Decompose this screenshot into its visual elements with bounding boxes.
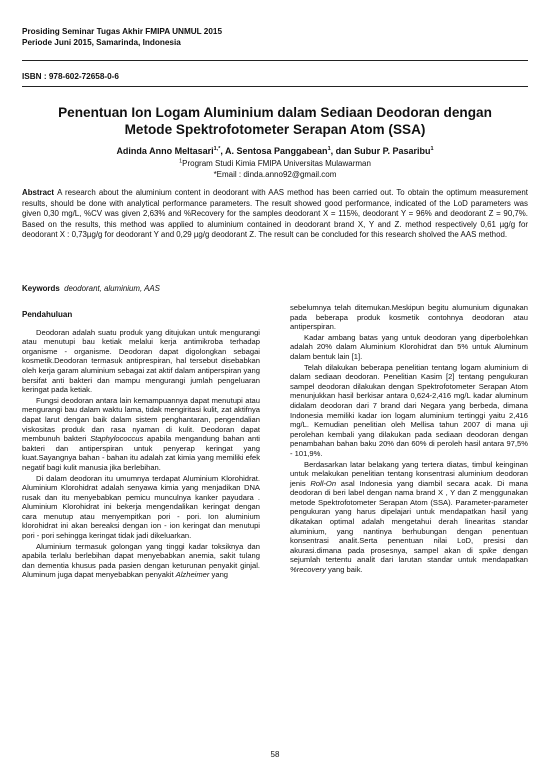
page-number: 58	[270, 750, 280, 759]
italic-term: Alzheimer	[175, 570, 210, 580]
paper-title-line1: Penentuan Ion Logam Aluminium dalam Sediaan Deodoran dengan	[58, 105, 492, 120]
body-text: asal Indonesia yang diambil secara acak. Di mana deodoran di beri label dengan nama brand X , Y dan Z menggunakan metode Spektrofotometer Serapan Atom (SSA). Parameter-parameter pengukuran yang harus dipelajari untuk mendapatkan hasil yang dikatakan optimal adalah mengetahui derah linearitas standar aluminium, yang nantinya berhubungan dengan penentuan konsentrasi analit.Serta penentuan nilai LoD, presisi dan akurasi.dimana pada prosesnya, sampel akan di	[290, 478, 529, 555]
right-column	[290, 303, 528, 575]
left-column	[22, 310, 260, 580]
isbn-label: ISBN : 978-602-72658-0-6	[22, 72, 119, 81]
italic-term: spike	[478, 545, 497, 555]
proceedings-header	[22, 26, 528, 48]
keywords	[22, 284, 528, 293]
body-text: Fungsi deodoran antara lain kemampuannya dapat menutupi atau mengurangi bau dalam waktu lama, tidak mengiritasi kulit, zat aktifnya dapat larut dengan baik dalam sistem penghantaran, pengendalian viskositas produk dan rasa nyaman di kulit. Deodoran dapat membunuh bakteri	[22, 395, 260, 444]
affiliation-block	[22, 159, 528, 180]
header-rule-bottom	[22, 86, 528, 87]
body-paragraph: Telah dilakukan beberapa penelitian tentang logam aluminium di dalam sediaan deodoran. Penelitian Kasim [2] tentang pengukuran sampel deodoran dilakukan dengan Spektrofotometer Serapan Atom menunjukkan hasil berkisar antara 0,624-2,416 mg/L kadar aluminum didalam deodoran dari 7 brand dari Negara yang berbeda, dimana Indonesia memiliki kadar ion logam aluminium tertinggi yaitu 2,416 mg/L. Kemudian penelitian oleh Mellisa tahun 2007 di mana uji perolehan kembali yang dilakukan pada sediaan deodoran dengan penambahan bahan baku 20% dan 60% di peroleh hasil antara 97,5% - 101,9%.	[290, 362, 528, 458]
italic-term: Staphylococcus	[90, 434, 144, 444]
author-1-mark: 1,*	[213, 146, 221, 152]
author-1: Adinda Anno Meltasari	[116, 146, 214, 156]
abstract	[22, 188, 528, 241]
author-sep-2: , dan	[330, 146, 355, 156]
body-paragraph	[290, 460, 528, 575]
author-email: *Email : dinda.anno92@gmail.com	[213, 169, 337, 179]
author-3-mark: 1	[430, 146, 434, 152]
abstract-text: A research about the aluminium content in deodorant with AAS method has been carried out. To obtain the optimum measurement results, should be done with analytical performance parameters. The result showed good performance, indicated of the LoD parameters was given 0,30 mg/L, %CV was given 2,63% and %Recovery for the samples deodorant X = 115%, deodorant Y = 96% and deodorant Z = 90,7%. Based on the results, this method was applied to aluminium contained in deodorant brand X, Y and Z. method respectively 0,61 µg/g for deodorant X : 0,73µg/g for deodorant Y and 0,29 µg/g deodorant Z. The result can be concluded for this research sholved the AAS method.	[22, 188, 528, 239]
body-text: apabila mengandung bahan anti bakteri dan antiperspiran untuk penyerap keringat yang kuat.Sayangnya bahan - bahan itu adalah zat kimia yang memiliki efek negatif bagi kulit manusia jika berlebihan.	[22, 434, 260, 472]
affiliation-mark: 1	[179, 158, 183, 165]
italic-term: Roll-On	[310, 478, 337, 488]
author-2-mark: 1	[327, 146, 331, 152]
keywords-label: Keywords	[22, 284, 60, 293]
keywords-text: deodorant, aluminium, AAS	[64, 284, 160, 293]
body-paragraph: Di dalam deodoran itu umumnya terdapat Aluminium Klorohidrat. Aluminium Klorohidrat adalah senyawa kimia yang menjadikan DNA rusak dan itu menyebabkan pemicu munculnya kanker payudara . Aluminium Klorohidrat ini bekerja mengendalikan keringat dengan cara menutup atau menyempitkan pori - pori. Ion aluminium klorohidrat ini akan bereaksi dengan ion - ion keringat dan menutupi pori - pori sehingga keringat tidak jadi dikeluarkan.	[22, 473, 260, 541]
body-paragraph: Deodoran adalah suatu produk yang ditujukan untuk mengurangi atau menutupi bau ketiak melalui kerja antimikroba terhadap organisme - organisme. Deodoran dapat digolongkan sebagai kosmetik.Deodoran termasuk antiprespiran, hal tersebut disebabkan oleh kerja garam aluminium sebagai zat aktif dalam antiperspiran yang bersifat anti bakteri dan mampu mengurangi jumlah pengeluaran keringat pada ketiak.	[22, 327, 260, 395]
body-text: Berdasarkan latar belakang yang tertera diatas, timbul keinginan untuk melakukan penelitian tentang konsentrasi aluminium deodoran jenis	[290, 459, 528, 488]
italic-term: %recovery	[290, 565, 326, 575]
section-heading: Pendahuluan	[22, 310, 73, 319]
body-text: yang baik.	[325, 565, 363, 575]
affiliation-text: Program Studi Kimia FMIPA Universitas Mulawarman	[182, 159, 371, 168]
body-paragraph	[22, 396, 260, 473]
author-sep-1: ,	[220, 146, 226, 156]
affiliation	[22, 159, 528, 170]
proceedings-title: Prosiding Seminar Tugas Akhir FMIPA UNMUL 2015	[22, 27, 223, 36]
author-3: Subur P. Pasaribu	[354, 146, 431, 156]
body-paragraph	[22, 542, 260, 580]
paper-title	[40, 104, 510, 138]
body-paragraph: sebelumnya telah ditemukan.Meskipun begitu alumunium digunakan pada beberapa produk kosmetik contohnya deodoran atau antiperspiran.	[290, 303, 528, 332]
abstract-label: Abstract	[22, 188, 55, 197]
paper-title-line2: Metode Spektrofotometer Serapan Atom (SSA)	[124, 122, 426, 137]
body-text: dengan sejumlah tertentu analit dari larutan standar untuk mendapatkan	[290, 545, 528, 565]
author-list	[22, 146, 528, 156]
body-paragraph: Kadar ambang batas yang untuk deodoran yang diperbolehkan adalah 20% dalam Aluminium Klorohidrat dan 5% untuk Aluminum dalam bentuk lain [1].	[290, 332, 528, 361]
body-text: Aluminium termasuk golongan yang tinggi kadar toksiknya dan apabila terlalu berlebihan dapat menyebabkan anemia, sakit tulang dan dementia khusus pada pasien dengan keturunan penyakit ginjal. Aluminum juga dapat menyebabkan penyakit	[22, 541, 260, 580]
author-2: A. Sentosa Panggabean	[225, 146, 328, 156]
body-text: yang	[209, 570, 229, 580]
proceedings-period: Periode Juni 2015, Samarinda, Indonesia	[22, 38, 181, 47]
header-rule-top	[22, 60, 528, 61]
